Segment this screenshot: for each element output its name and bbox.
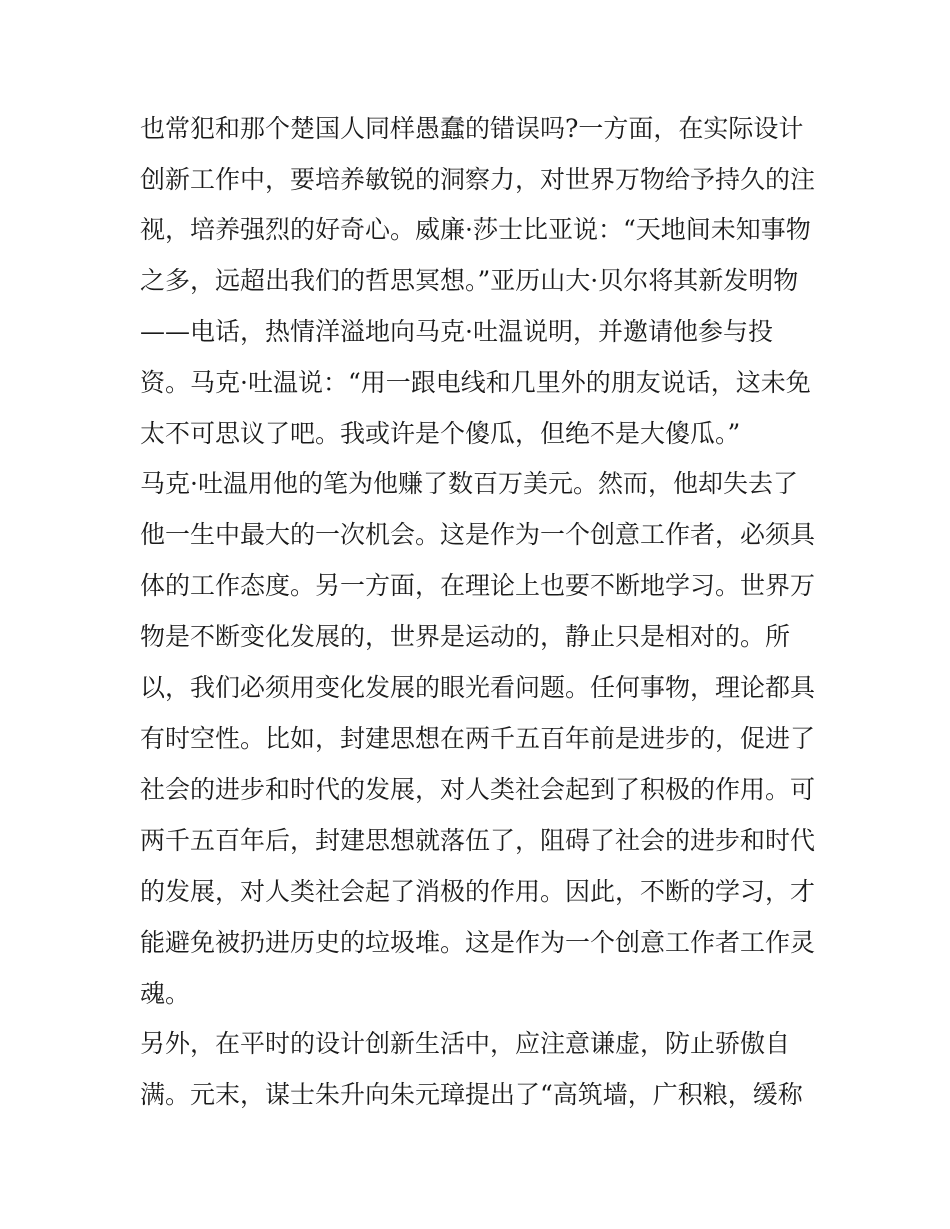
text-line: 的发展，对人类社会起了消极的作用。因此，不断的学习，才: [140, 877, 816, 906]
text-line: 有时空性。比如，封建思想在两千五百年前是进步的，促进了: [140, 724, 816, 753]
text-line: 视，培养强烈的好奇心。威廉·莎士比亚说：“天地间未知事物: [140, 215, 811, 244]
text-line: 两千五百年后，封建思想就落伍了，阻碍了社会的进步和时代: [140, 826, 816, 855]
text-line: 也常犯和那个楚国人同样愚蠢的错误吗?一方面，在实际设计: [140, 114, 804, 143]
text-line: 物是不断变化发展的，世界是运动的，静止只是相对的。所: [140, 622, 791, 651]
text-line: 以，我们必须用变化发展的眼光看问题。任何事物，理论都具: [140, 673, 816, 702]
text-line: 满。元末，谋士朱升向朱元璋提出了“高筑墙，广积粮，缓称: [140, 1080, 803, 1109]
text-line: 之多，远超出我们的哲思冥想。”亚历山大·贝尔将其新发明物: [140, 266, 799, 295]
text-line: 他一生中最大的一次机会。这是作为一个创意工作者，必须具: [140, 520, 816, 549]
text-line: 另外，在平时的设计创新生活中，应注意谦虚，防止骄傲自: [140, 1029, 791, 1058]
text-line: 体的工作态度。另一方面，在理论上也要不断地学习。世界万: [140, 571, 816, 600]
text-line: 社会的进步和时代的发展，对人类社会起到了积极的作用。可: [140, 775, 816, 804]
text-line: 资。马克·吐温说：“用一跟电线和几里外的朋友说话，这未免: [140, 368, 811, 397]
text-line: 太不可思议了吧。我或许是个傻瓜，但绝不是大傻瓜。”: [140, 419, 741, 448]
text-line: 马克·吐温用他的笔为他赚了数百万美元。然而，他却失去了: [140, 469, 798, 498]
text-line: 魂。: [140, 979, 191, 1008]
text-line: ——电话，热情洋溢地向马克·吐温说明，并邀请他参与投: [140, 317, 773, 346]
text-line: 创新工作中，要培养敏锐的洞察力，对世界万物给予持久的注: [140, 165, 816, 194]
text-line: 能避免被扔进历史的垃圾堆。这是作为一个创意工作者工作灵: [140, 928, 816, 957]
